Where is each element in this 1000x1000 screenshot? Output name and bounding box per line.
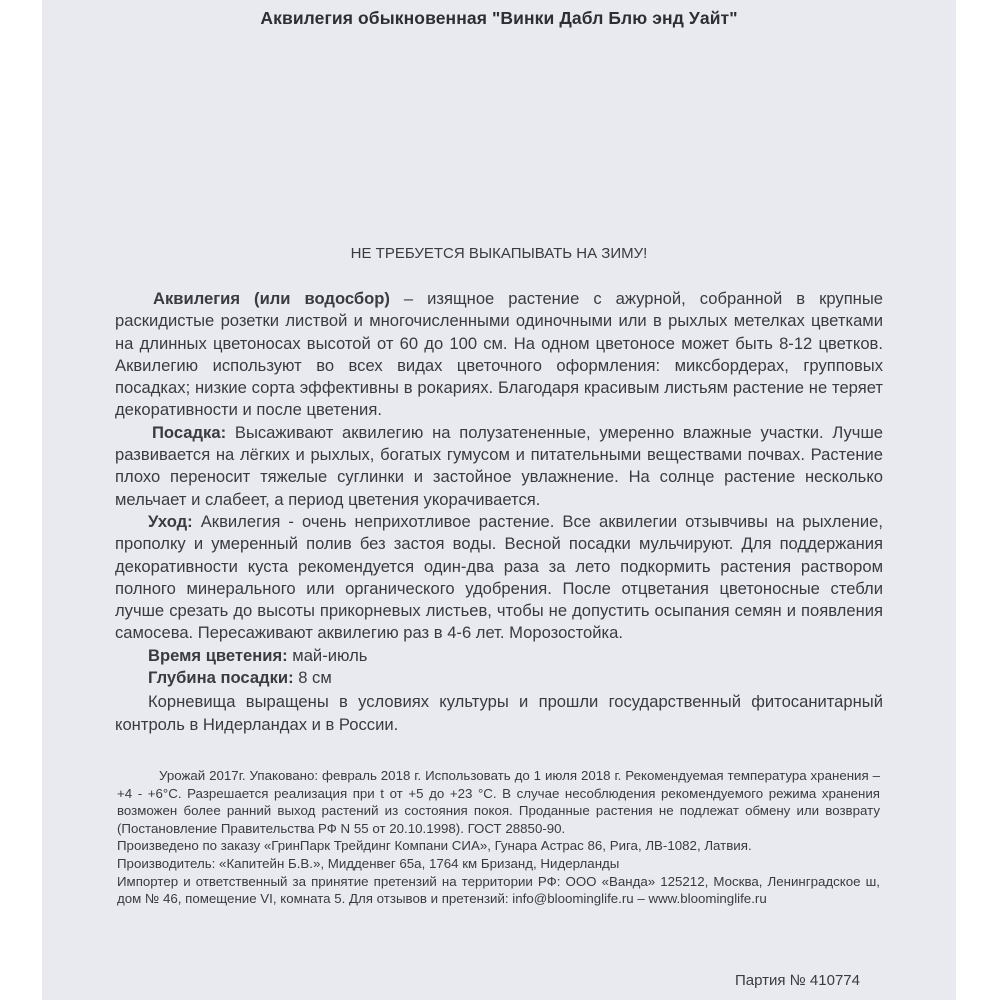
intro-paragraph (115, 288, 883, 422)
winter-notice: НЕ ТРЕБУЕТСЯ ВЫКАПЫВАТЬ НА ЗИМУ! (350, 245, 648, 262)
care-paragraph (115, 511, 883, 645)
planting-depth-line (115, 667, 883, 689)
producer-info: Производитель: «Капитейн Б.В.», Мидденвег 65а, 1764 км Бризанд, Нидерланды (117, 855, 620, 871)
bloom-time-value: май-июль (287, 645, 368, 665)
rhizomes-note: Корневища выращены в условиях культуры и прошли государственный фитосанитарный контроль в Нидерландах и в России. (115, 692, 883, 734)
fine-print (117, 767, 880, 908)
planting-text: Высаживают аквилегию на полузатененные, умеренно влажные участки. Лучше развивается на лёгких и рыхлых, богатых гумусом и питательными веществами почвах. Растение плохо переносит тяжелые суглинки и застойное увлажнение. На солнце растение несколько мельчает и слабеет, а период цветения укорачивается. (115, 422, 883, 509)
planting-depth-value: 8 см (293, 668, 332, 688)
care-text: Аквилегия - очень неприхотливое растение. Все аквилегии отзывчивы на рыхление, прополку и умеренный полив без застоя воды. Весной посадки мульчируют. Для поддержания декоративности куста рекомендуется один-два раза за лето подкормить растения раствором полного минерального или органического удобрения. После отцветания цветоносные стебли лучше срезать до высоты прикорневых листьев, чтобы не допустить осыпания семян и появления самосева. Пересаживают аквилегию раз в 4-6 лет. Морозостойка. (115, 511, 883, 643)
batch-number: Партия № 410774 (735, 972, 860, 989)
description-body (115, 288, 883, 736)
ordered-by-info: Произведено по заказу «ГринПарк Трейдинг Компани СИА», Гунара Астрас 86, Рига, ЛВ-1082, Латвия. (117, 838, 752, 854)
care-label: Уход: (148, 511, 193, 531)
planting-paragraph (115, 422, 883, 511)
bloom-time-line (115, 645, 883, 667)
intro-term: Аквилегия (или водосбор) (153, 289, 390, 308)
planting-depth-label: Глубина посадки: (148, 668, 294, 688)
intro-text: – изящное растение с ажурной, собранной в крупные раскидистые розетки листвой и многочисленными одиночными или в рыхлых метелках цветками на длинных цветоносах высотой от 60 до 100 см. На одном цветоносе может быть 8-12 цветков. Аквилегию используют во всех видах цветочного оформления: миксбордерах, групповых посадках; низкие сорта эффективны в рокариях. Благодаря красивым листьям растение не теряет декоративности и после цветения. (115, 289, 883, 420)
bloom-time-label: Время цветения: (148, 645, 288, 665)
importer-info: Импортер и ответственный за принятие претензий на территории РФ: ООО «Ванда» 125212, Москва, Ленинградское ш, дом № 46, помещение VI, комната 5. Для отзывов и претензий: info@bloominglife.ru – www.bloominglife.ru (117, 873, 880, 907)
storage-info: Урожай 2017г. Упаковано: февраль 2018 г. Использовать до 1 июля 2018 г. Рекомендуемая температура хранения – +4 - +6°С. Разрешается реализация при t от +5 до +23 °С. В случае несоблюдения рекомендуемого режима хранения возможен более ранний выход растений из состояния покоя. Проданные растения не подлежат обмену или возврату (Постановление Правительства РФ N 55 от 20.10.1998). ГОСТ 28850-90. (117, 768, 880, 836)
package-label (42, 0, 956, 1000)
product-title: Аквилегия обыкновенная "Винки Дабл Блю энд Уайт" (260, 8, 738, 28)
planting-label: Посадка: (152, 422, 227, 442)
